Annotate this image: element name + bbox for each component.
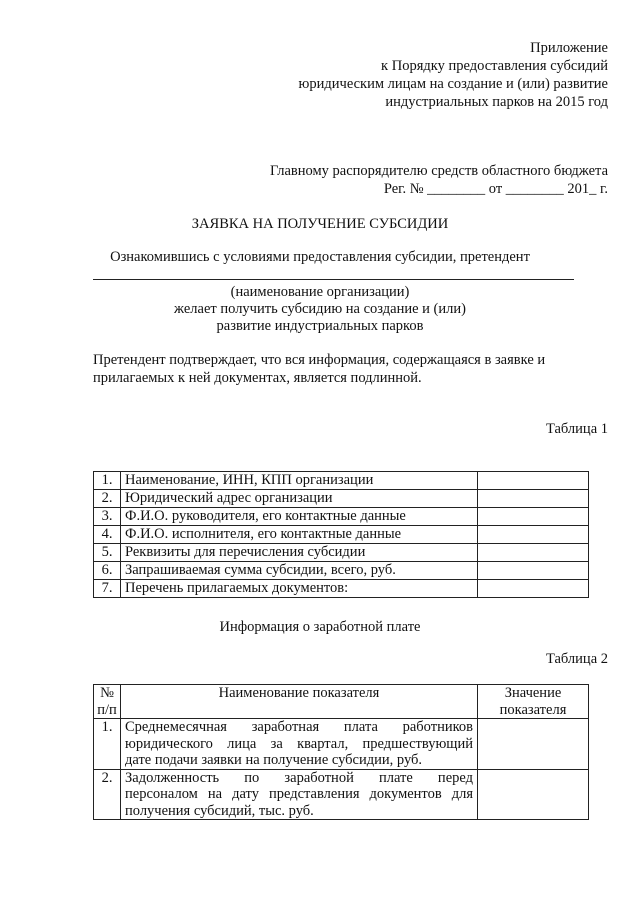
appendix-line-4: индустриальных парков на 2015 год bbox=[385, 94, 608, 110]
header-value-line-1: Значение bbox=[504, 685, 562, 701]
row-value-cell[interactable] bbox=[478, 490, 589, 508]
row-label: Запрашиваемая сумма субсидии, всего, руб. bbox=[121, 562, 478, 580]
row-number: 1. bbox=[94, 719, 121, 770]
row-label bbox=[121, 769, 478, 820]
appendix-title: Приложение bbox=[530, 40, 608, 56]
header-value-cell bbox=[478, 685, 589, 719]
table-row bbox=[94, 508, 589, 526]
row-label: Реквизиты для перечисления субсидии bbox=[121, 544, 478, 562]
row-value-cell[interactable] bbox=[478, 580, 589, 598]
table2-caption: Таблица 2 bbox=[545, 651, 608, 667]
row-label-line: дате подачи заявки на получение субсидии, руб. bbox=[125, 752, 423, 768]
row-value-cell[interactable] bbox=[478, 544, 589, 562]
row-label-line: Среднемесячная заработная плата работников bbox=[125, 719, 473, 735]
row-number: 5. bbox=[94, 544, 121, 562]
row-label: Перечень прилагаемых документов: bbox=[121, 580, 478, 598]
row-label-line: юридического лица за квартал, предшествующий bbox=[125, 735, 473, 752]
table-row bbox=[94, 544, 589, 562]
row-number: 7. bbox=[94, 580, 121, 598]
row-value-cell[interactable] bbox=[478, 719, 589, 770]
row-number: 4. bbox=[94, 526, 121, 544]
row-number: 6. bbox=[94, 562, 121, 580]
header-number-line-1: № bbox=[100, 685, 114, 701]
row-value-cell[interactable] bbox=[478, 508, 589, 526]
row-label: Ф.И.О. руководителя, его контактные данные bbox=[121, 508, 478, 526]
table-row bbox=[94, 580, 589, 598]
row-value-cell[interactable] bbox=[478, 526, 589, 544]
row-label-line: получения субсидий, тыс. руб. bbox=[125, 802, 314, 819]
header-indicator-name: Наименование показателя bbox=[121, 685, 478, 719]
row-value-cell[interactable] bbox=[478, 562, 589, 580]
row-label-line: персоналом на дату представления документов для bbox=[125, 786, 473, 802]
row-label: Наименование, ИНН, КПП организации bbox=[121, 472, 478, 490]
salary-heading: Информация о заработной плате bbox=[219, 619, 421, 635]
confirm-line-1: Претендент подтверждает, что вся информация, содержащаяся в заявке и bbox=[93, 352, 546, 368]
registration-line: Рег. № ________ от ________ 201_ г. bbox=[383, 181, 608, 197]
row-label bbox=[121, 719, 478, 770]
addressee-line: Главному распорядителю средств областного бюджета bbox=[269, 163, 608, 179]
salary-info-table bbox=[93, 684, 589, 820]
appendix-line-2: к Порядку предоставления субсидий bbox=[381, 58, 608, 74]
table-header-row bbox=[94, 685, 589, 719]
row-number: 3. bbox=[94, 508, 121, 526]
table-row bbox=[94, 490, 589, 508]
table-row bbox=[94, 769, 589, 820]
row-number: 1. bbox=[94, 472, 121, 490]
table-row bbox=[94, 562, 589, 580]
table-row bbox=[94, 472, 589, 490]
organization-name-blank[interactable] bbox=[93, 279, 574, 280]
confirm-line-2: прилагаемых к ней документах, является подлинной. bbox=[93, 370, 422, 386]
document-title: ЗАЯВКА НА ПОЛУЧЕНИЕ СУБСИДИИ bbox=[191, 216, 449, 232]
row-value-cell[interactable] bbox=[478, 769, 589, 820]
application-info-table bbox=[93, 471, 589, 598]
header-number-cell bbox=[94, 685, 121, 719]
intro-line: Ознакомившись с условиями предоставления субсидии, претендент bbox=[110, 249, 530, 265]
row-number: 2. bbox=[94, 490, 121, 508]
intent-line: желает получить субсидию на создание и (или) bbox=[174, 301, 466, 317]
row-label-line: Задолженность по заработной плате перед bbox=[125, 769, 473, 786]
organization-hint: (наименование организации) bbox=[230, 284, 410, 300]
row-number: 2. bbox=[94, 769, 121, 820]
header-number-line-2: п/п bbox=[97, 701, 117, 718]
row-label: Юридический адрес организации bbox=[121, 490, 478, 508]
row-label: Ф.И.О. исполнителя, его контактные данные bbox=[121, 526, 478, 544]
header-value-line-2: показателя bbox=[499, 701, 567, 718]
table-row bbox=[94, 719, 589, 770]
intent-line-2: развитие индустриальных парков bbox=[216, 318, 424, 334]
table1-caption: Таблица 1 bbox=[545, 421, 608, 437]
row-value-cell[interactable] bbox=[478, 472, 589, 490]
appendix-line-3: юридическим лицам на создание и (или) развитие bbox=[298, 76, 608, 92]
table-row bbox=[94, 526, 589, 544]
